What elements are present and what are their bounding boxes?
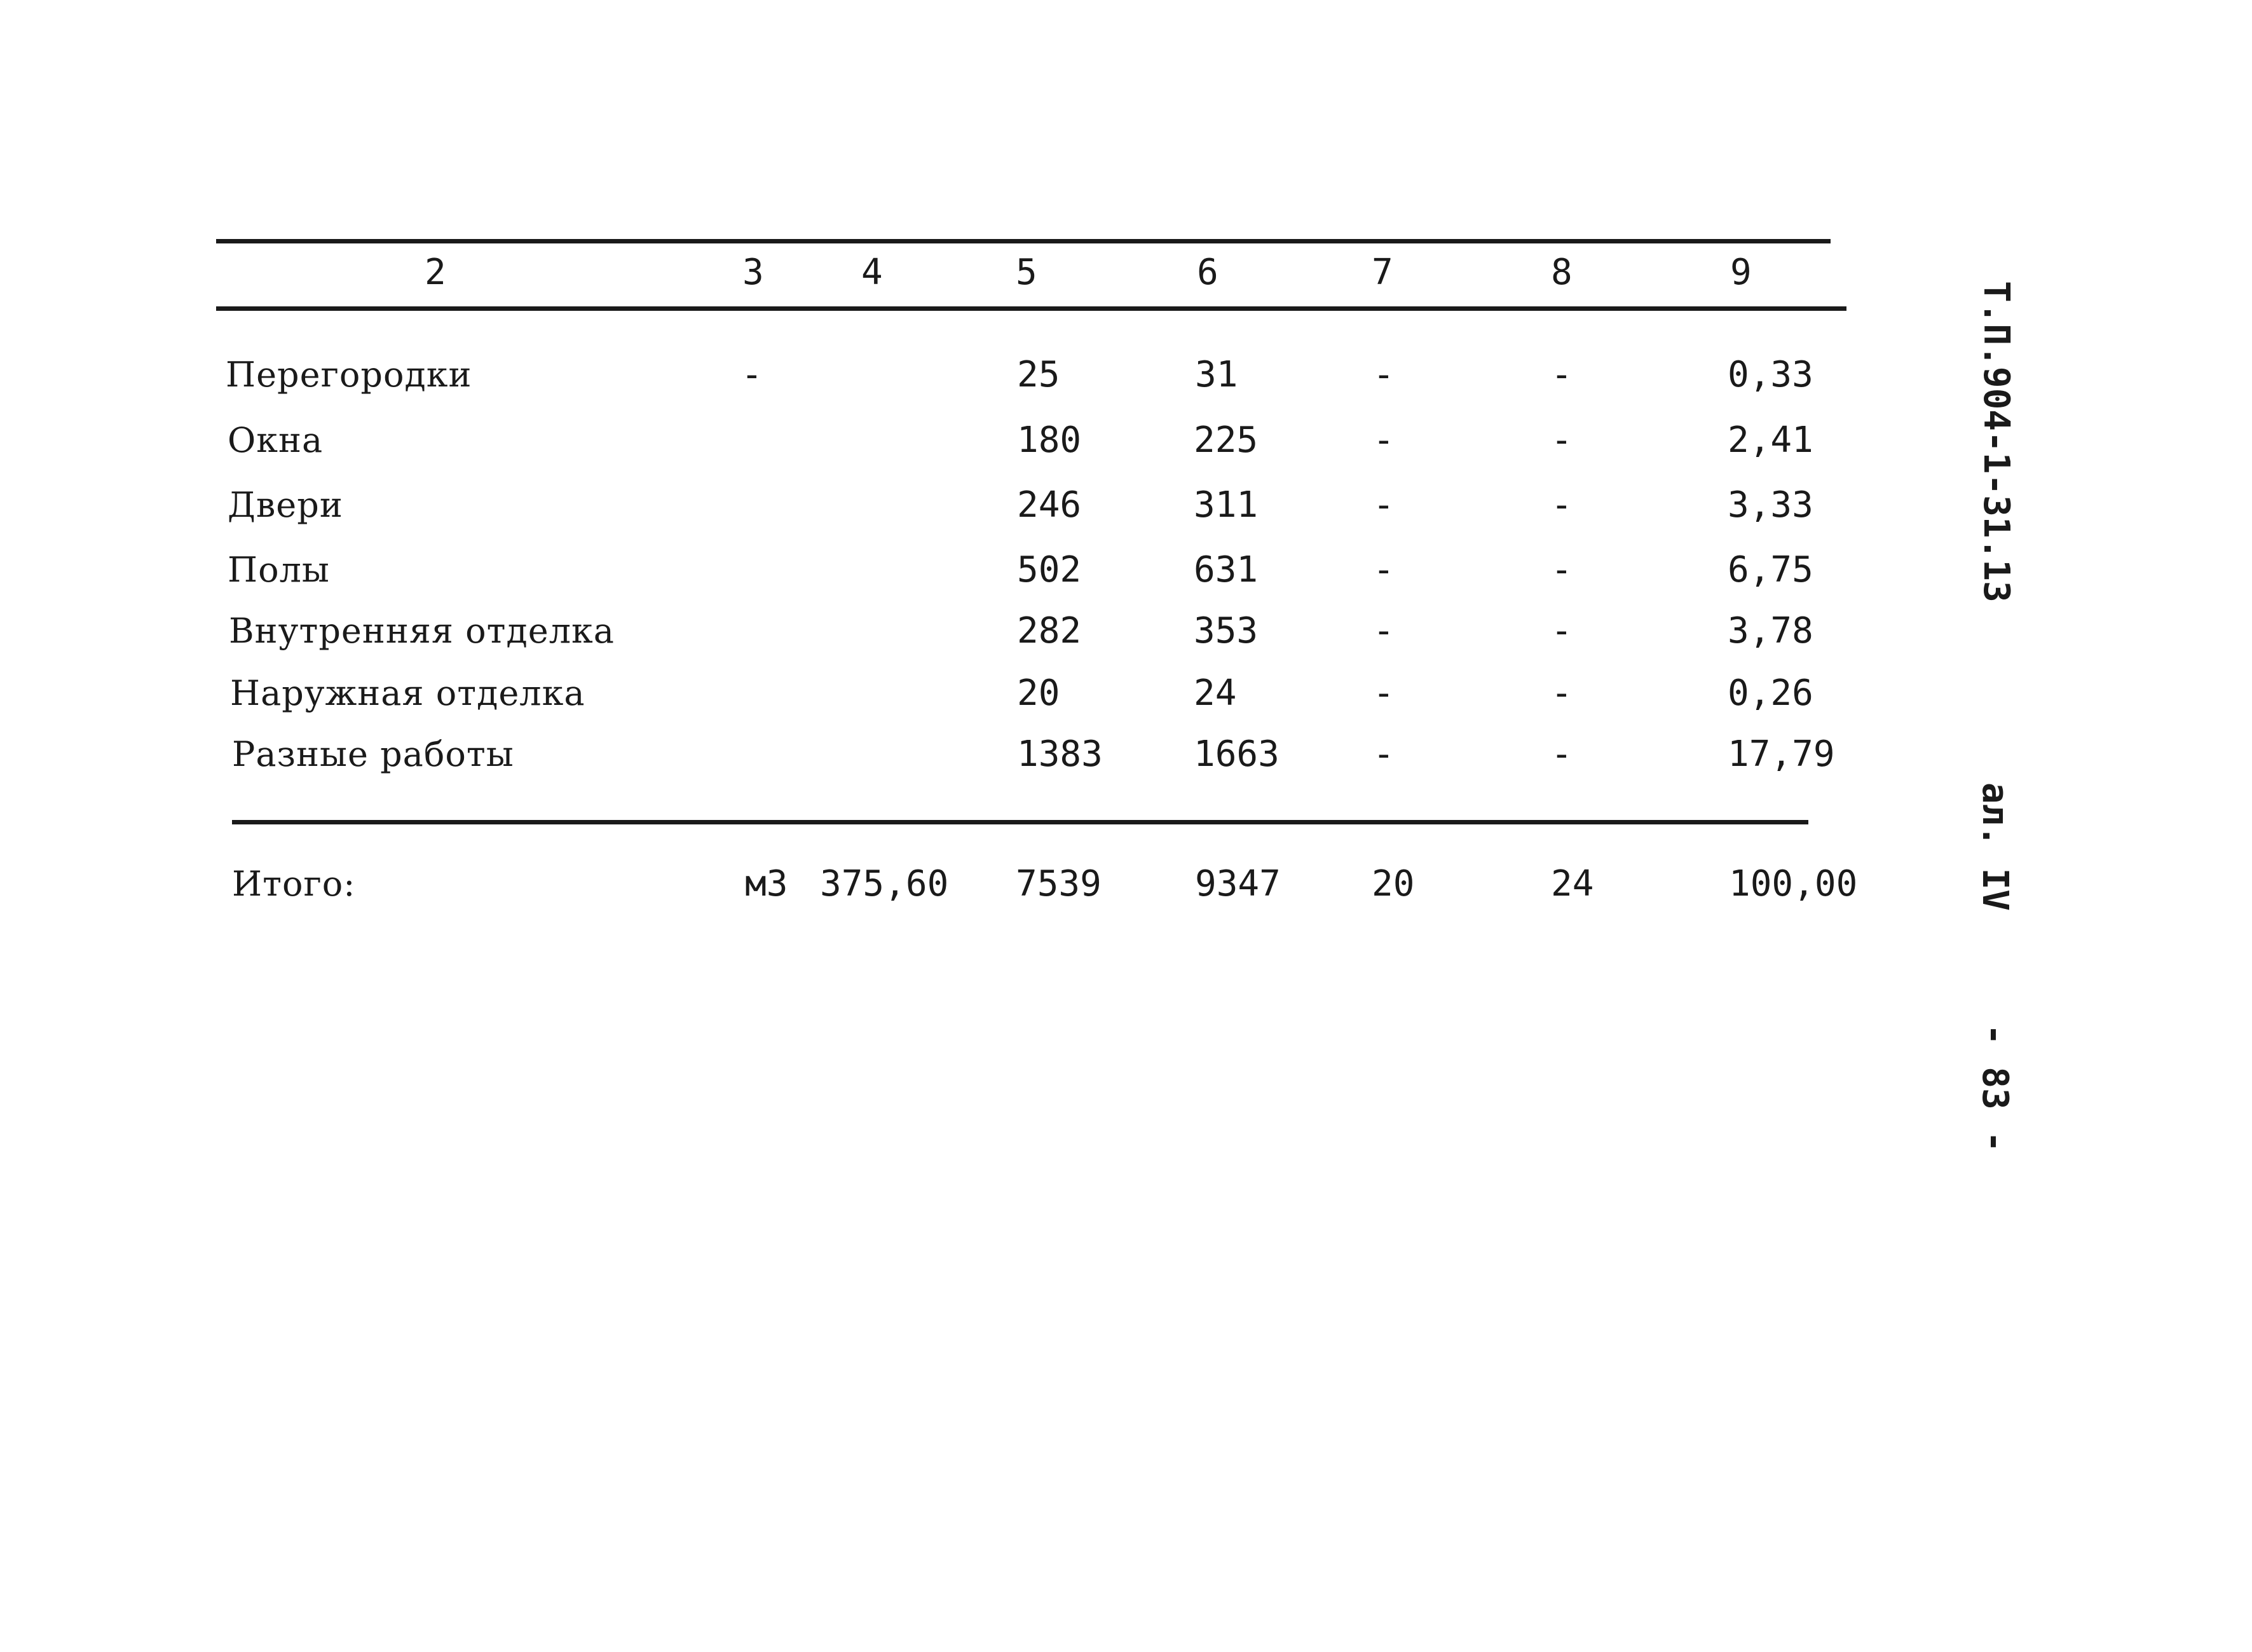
row-c8: - — [1551, 354, 1573, 395]
row-c8: - — [1551, 420, 1573, 461]
row-c6: 31 — [1195, 354, 1238, 395]
row-c9: 0,26 — [1728, 672, 1813, 714]
row-c9: 0,33 — [1728, 354, 1813, 395]
total-c7: 20 — [1372, 863, 1415, 905]
row-c5: 282 — [1017, 610, 1082, 652]
row-c9: 3,78 — [1728, 610, 1813, 652]
total-unit: м3 — [745, 863, 788, 905]
header-col-2: 2 — [425, 252, 446, 293]
row-name: Наружная отделка — [230, 673, 585, 713]
header-bottom-rule — [216, 306, 1846, 311]
row-c7: - — [1373, 734, 1395, 775]
total-c8: 24 — [1551, 863, 1594, 905]
row-c6: 353 — [1194, 610, 1259, 652]
row-c8: - — [1551, 610, 1573, 652]
side-doc-code: Т.П.904-1-31.13 — [1976, 281, 2017, 603]
row-c3: - — [741, 354, 763, 395]
header-col-9: 9 — [1730, 252, 1752, 293]
row-c5: 180 — [1017, 420, 1082, 461]
row-c7: - — [1373, 420, 1395, 461]
row-c6: 24 — [1194, 672, 1237, 714]
row-c7: - — [1373, 610, 1395, 652]
total-c9: 100,00 — [1729, 863, 1858, 905]
row-c5: 20 — [1017, 672, 1060, 714]
row-name: Внутренняя отделка — [229, 611, 615, 651]
total-c5: 7539 — [1016, 863, 1102, 905]
row-c8: - — [1551, 734, 1573, 775]
row-c9: 2,41 — [1728, 420, 1813, 461]
row-c8: - — [1551, 484, 1573, 526]
row-c9: 6,75 — [1728, 549, 1813, 590]
row-name: Разные работы — [232, 734, 514, 774]
row-c6: 631 — [1194, 549, 1259, 590]
row-c7: - — [1373, 672, 1395, 714]
row-name: Окна — [228, 420, 324, 460]
row-c5: 1383 — [1017, 734, 1103, 775]
row-c8: - — [1551, 672, 1573, 714]
total-c4: 375,60 — [820, 863, 949, 905]
row-c9: 3,33 — [1728, 484, 1813, 526]
table-top-rule — [216, 239, 1831, 243]
row-c8: - — [1551, 549, 1573, 590]
side-page-number: - 83 - — [1974, 1023, 2016, 1153]
row-c5: 502 — [1017, 549, 1082, 590]
header-col-3: 3 — [742, 252, 764, 293]
row-c9: 17,79 — [1728, 734, 1835, 775]
total-c6: 9347 — [1195, 863, 1281, 905]
row-c6: 1663 — [1194, 734, 1280, 775]
row-name: Перегородки — [226, 355, 472, 395]
row-name: Двери — [228, 485, 343, 525]
row-c7: - — [1373, 484, 1395, 526]
row-c7: - — [1373, 354, 1395, 395]
header-col-6: 6 — [1197, 252, 1218, 293]
total-top-rule — [232, 820, 1808, 824]
row-name: Полы — [228, 550, 330, 590]
header-col-4: 4 — [861, 252, 883, 293]
row-c5: 25 — [1017, 354, 1060, 395]
row-c6: 311 — [1194, 484, 1259, 526]
header-col-5: 5 — [1016, 252, 1037, 293]
total-label: Итого: — [232, 864, 356, 904]
row-c7: - — [1373, 549, 1395, 590]
row-c6: 225 — [1194, 420, 1259, 461]
row-c5: 246 — [1017, 484, 1082, 526]
header-col-8: 8 — [1551, 252, 1573, 293]
side-album: ал. IV — [1974, 782, 2016, 911]
header-col-7: 7 — [1372, 252, 1393, 293]
